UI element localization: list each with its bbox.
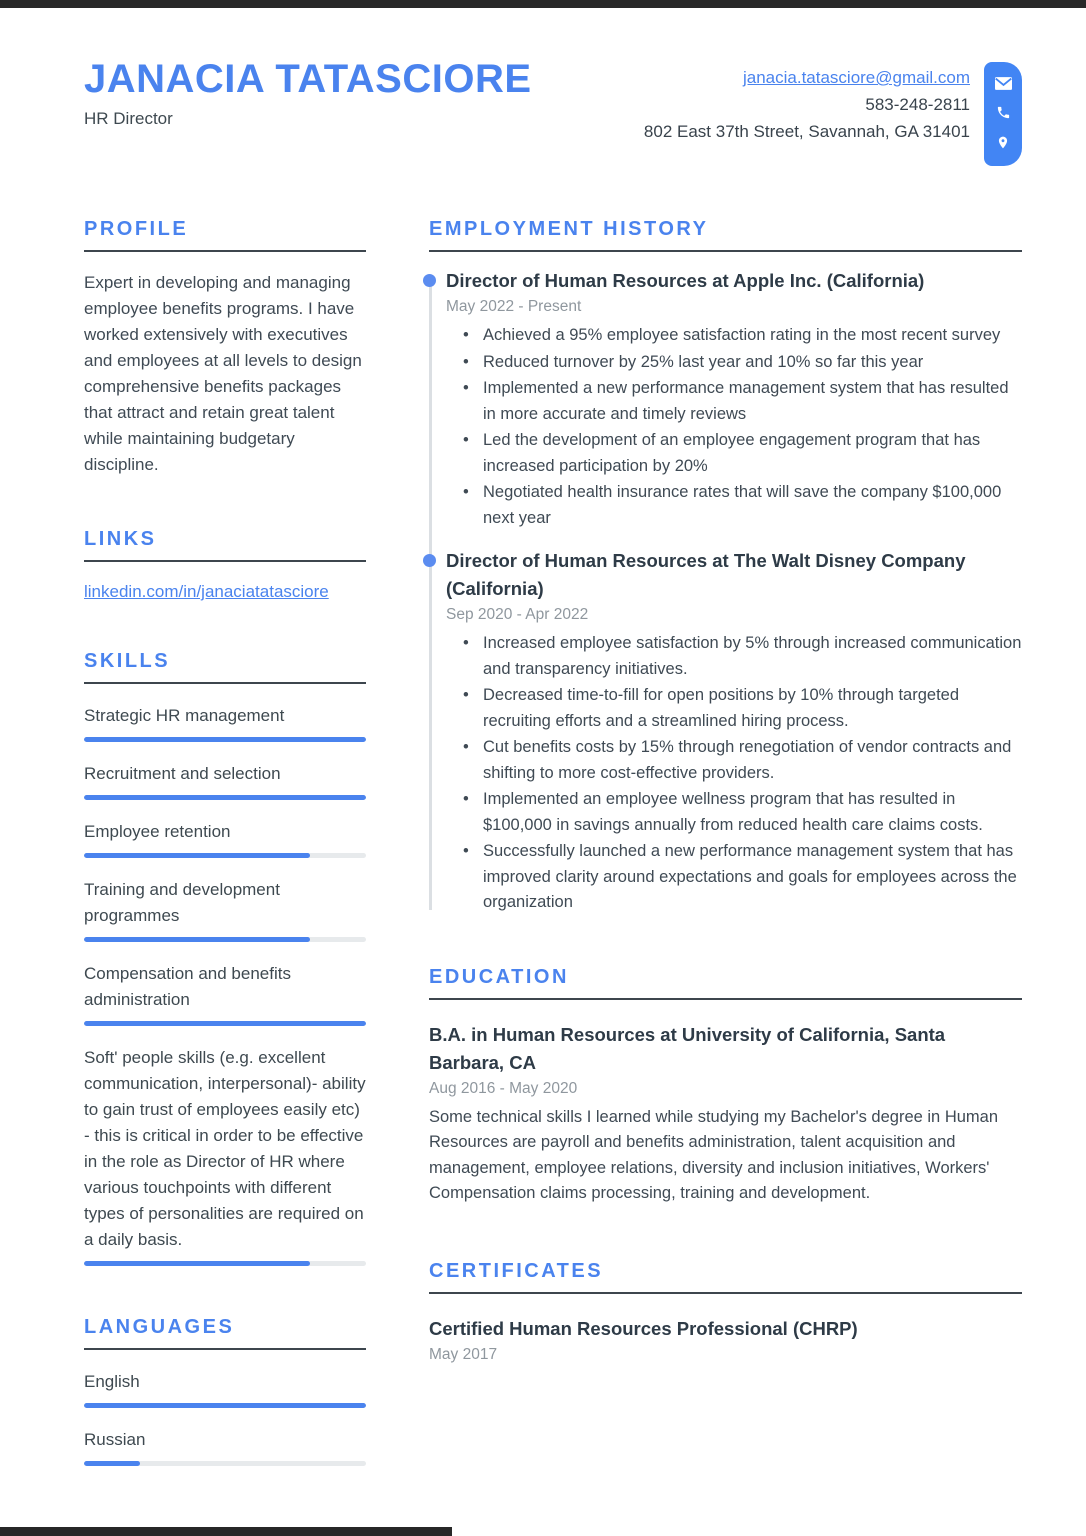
contact-block (644, 58, 970, 145)
candidate-job-title: HR Director (84, 109, 173, 128)
language-item (84, 1369, 366, 1408)
education-heading: EDUCATION (429, 965, 569, 988)
skill-bar (84, 937, 366, 942)
job-bullet: • Cut benefits costs by 15% through renegotiation of vendor contracts and shifting to more cost-effective providers. (446, 735, 1022, 786)
section-links (84, 528, 366, 602)
skill-bar-fill (84, 853, 310, 858)
language-item (84, 1427, 366, 1466)
job-entry (446, 267, 1022, 531)
job-bullet: • Successfully launched a new performance management system that has improved clarity around expectations and goals for employees across the organization (446, 839, 1022, 916)
job-bullet: • Reduced turnover by 25% last year and 10% so far this year (446, 350, 1022, 376)
contact-icon-rail (984, 62, 1022, 166)
skill-bar (84, 1021, 366, 1026)
heading-rule (84, 560, 366, 562)
main-column (429, 218, 1022, 1466)
skill-bar (84, 1261, 366, 1266)
certificates-heading: CERTIFICATES (429, 1259, 604, 1282)
heading-rule (84, 682, 366, 684)
phone-icon (996, 105, 1011, 120)
section-certificates (429, 1260, 1022, 1364)
skill-label: Recruitment and selection (84, 764, 281, 783)
job-dates: May 2022 - Present (446, 298, 582, 315)
skill-item (84, 761, 366, 800)
skill-bar-fill (84, 737, 366, 742)
education-dates: Aug 2016 - May 2020 (429, 1079, 578, 1097)
language-label: English (84, 1372, 140, 1391)
section-languages (84, 1316, 366, 1466)
email-link[interactable]: janacia.tatasciore@gmail.com (742, 68, 970, 87)
timeline-dot (423, 274, 436, 287)
links-heading: LINKS (84, 528, 157, 550)
envelope-icon (995, 77, 1012, 90)
scan-artifact-top (0, 0, 1086, 8)
skill-bar-fill (84, 795, 366, 800)
section-education (429, 966, 1022, 1207)
job-title: Director of Human Resources at Apple Inc. (California) (446, 270, 925, 291)
scan-artifact-bottom (0, 1527, 452, 1536)
job-bullet: • Led the development of an employee engagement program that has increased participation by 20% (446, 428, 1022, 479)
skill-label: Compensation and benefits administration (84, 964, 291, 1009)
linkedin-link[interactable]: linkedin.com/in/janaciatatasciore (84, 582, 329, 601)
education-degree: B.A. in Human Resources at University of California, Santa Barbara, CA (429, 1023, 946, 1073)
heading-rule (84, 1348, 366, 1350)
certificate-title: Certified Human Resources Professional (CHRP) (429, 1317, 858, 1339)
header (84, 58, 1022, 166)
job-title: Director of Human Resources at The Walt Disney Company (California) (446, 550, 966, 599)
job-bullet: • Negotiated health insurance rates that will save the company $100,000 next year (446, 480, 1022, 531)
skill-bar-fill (84, 1261, 310, 1266)
timeline-dot (423, 554, 436, 567)
phone-number: 583-248-2811 (865, 95, 970, 114)
job-bullet: • Increased employee satisfaction by 5% through increased communication and transparency initiatives. (446, 631, 1022, 682)
language-label: Russian (84, 1430, 146, 1449)
job-entry (446, 547, 1022, 916)
employment-heading: EMPLOYMENT HISTORY (429, 218, 709, 240)
job-bullet: • Implemented an employee wellness program that has resulted in $100,000 in savings annually from reduced health care claims costs. (446, 787, 1022, 838)
section-employment (429, 218, 1022, 916)
skill-bar (84, 737, 366, 742)
section-profile (84, 218, 366, 478)
language-bar (84, 1403, 366, 1408)
education-description: Some technical skills I learned while studying my Bachelor's degree in Human Resources are payroll and benefits administration, talent acquisition and management, employee relations, diversity and inclusion initiatives, Workers' Compensation claims processing, training and development. (429, 1107, 999, 1202)
job-bullet: • Achieved a 95% employee satisfaction rating in the most recent survey (446, 323, 1022, 349)
job-bullet-list (446, 323, 1022, 531)
language-bar-fill (84, 1403, 366, 1408)
certificate-dates: May 2017 (429, 1345, 498, 1363)
skill-item (84, 1045, 366, 1266)
skill-item (84, 819, 366, 858)
job-bullet: • Implemented a new performance management system that has resulted in more accurate and timely reviews (446, 376, 1022, 427)
skill-bar-fill (84, 937, 310, 942)
identity-block (84, 58, 532, 129)
languages-heading: LANGUAGES (84, 1316, 235, 1338)
heading-rule (429, 1292, 1022, 1294)
location-icon (996, 134, 1010, 151)
skill-label: Training and development programmes (84, 880, 280, 925)
skill-label: Employee retention (84, 822, 231, 841)
skill-label: Strategic HR management (84, 706, 285, 725)
skill-bar (84, 853, 366, 858)
language-bar-fill (84, 1461, 140, 1466)
skill-item (84, 703, 366, 742)
employment-timeline (429, 267, 1022, 916)
address: 802 East 37th Street, Savannah, GA 31401 (643, 122, 970, 141)
skill-label: Soft' people skills (e.g. excellent communication, interpersonal)- ability to gain trust of employees easily etc) - this is critical in order to be effective in the role as Director of HR where various touchpoints with different types of personalities are required on a daily basis. (84, 1048, 366, 1249)
skill-item (84, 877, 366, 942)
skill-bar-fill (84, 1021, 366, 1026)
job-bullet-list (446, 631, 1022, 916)
job-dates: Sep 2020 - Apr 2022 (446, 606, 589, 623)
skill-bar (84, 795, 366, 800)
skills-heading: SKILLS (84, 650, 171, 672)
heading-rule (429, 250, 1022, 252)
profile-heading: PROFILE (84, 218, 189, 240)
section-skills (84, 650, 366, 1266)
candidate-name: JANACIA TATASCIORE (84, 57, 532, 101)
language-bar (84, 1461, 366, 1466)
heading-rule (429, 998, 1022, 1000)
skill-item (84, 961, 366, 1026)
sidebar (84, 218, 366, 1466)
profile-text: Expert in developing and managing employee benefits programs. I have worked extensively with executives and employees at all levels to design comprehensive benefits packages that attract and retain great talent while maintaining budgetary discipline. (84, 273, 362, 474)
job-bullet: • Decreased time-to-fill for open positions by 10% through targeted recruiting efforts and a streamlined hiring process. (446, 683, 1022, 734)
heading-rule (84, 250, 366, 252)
